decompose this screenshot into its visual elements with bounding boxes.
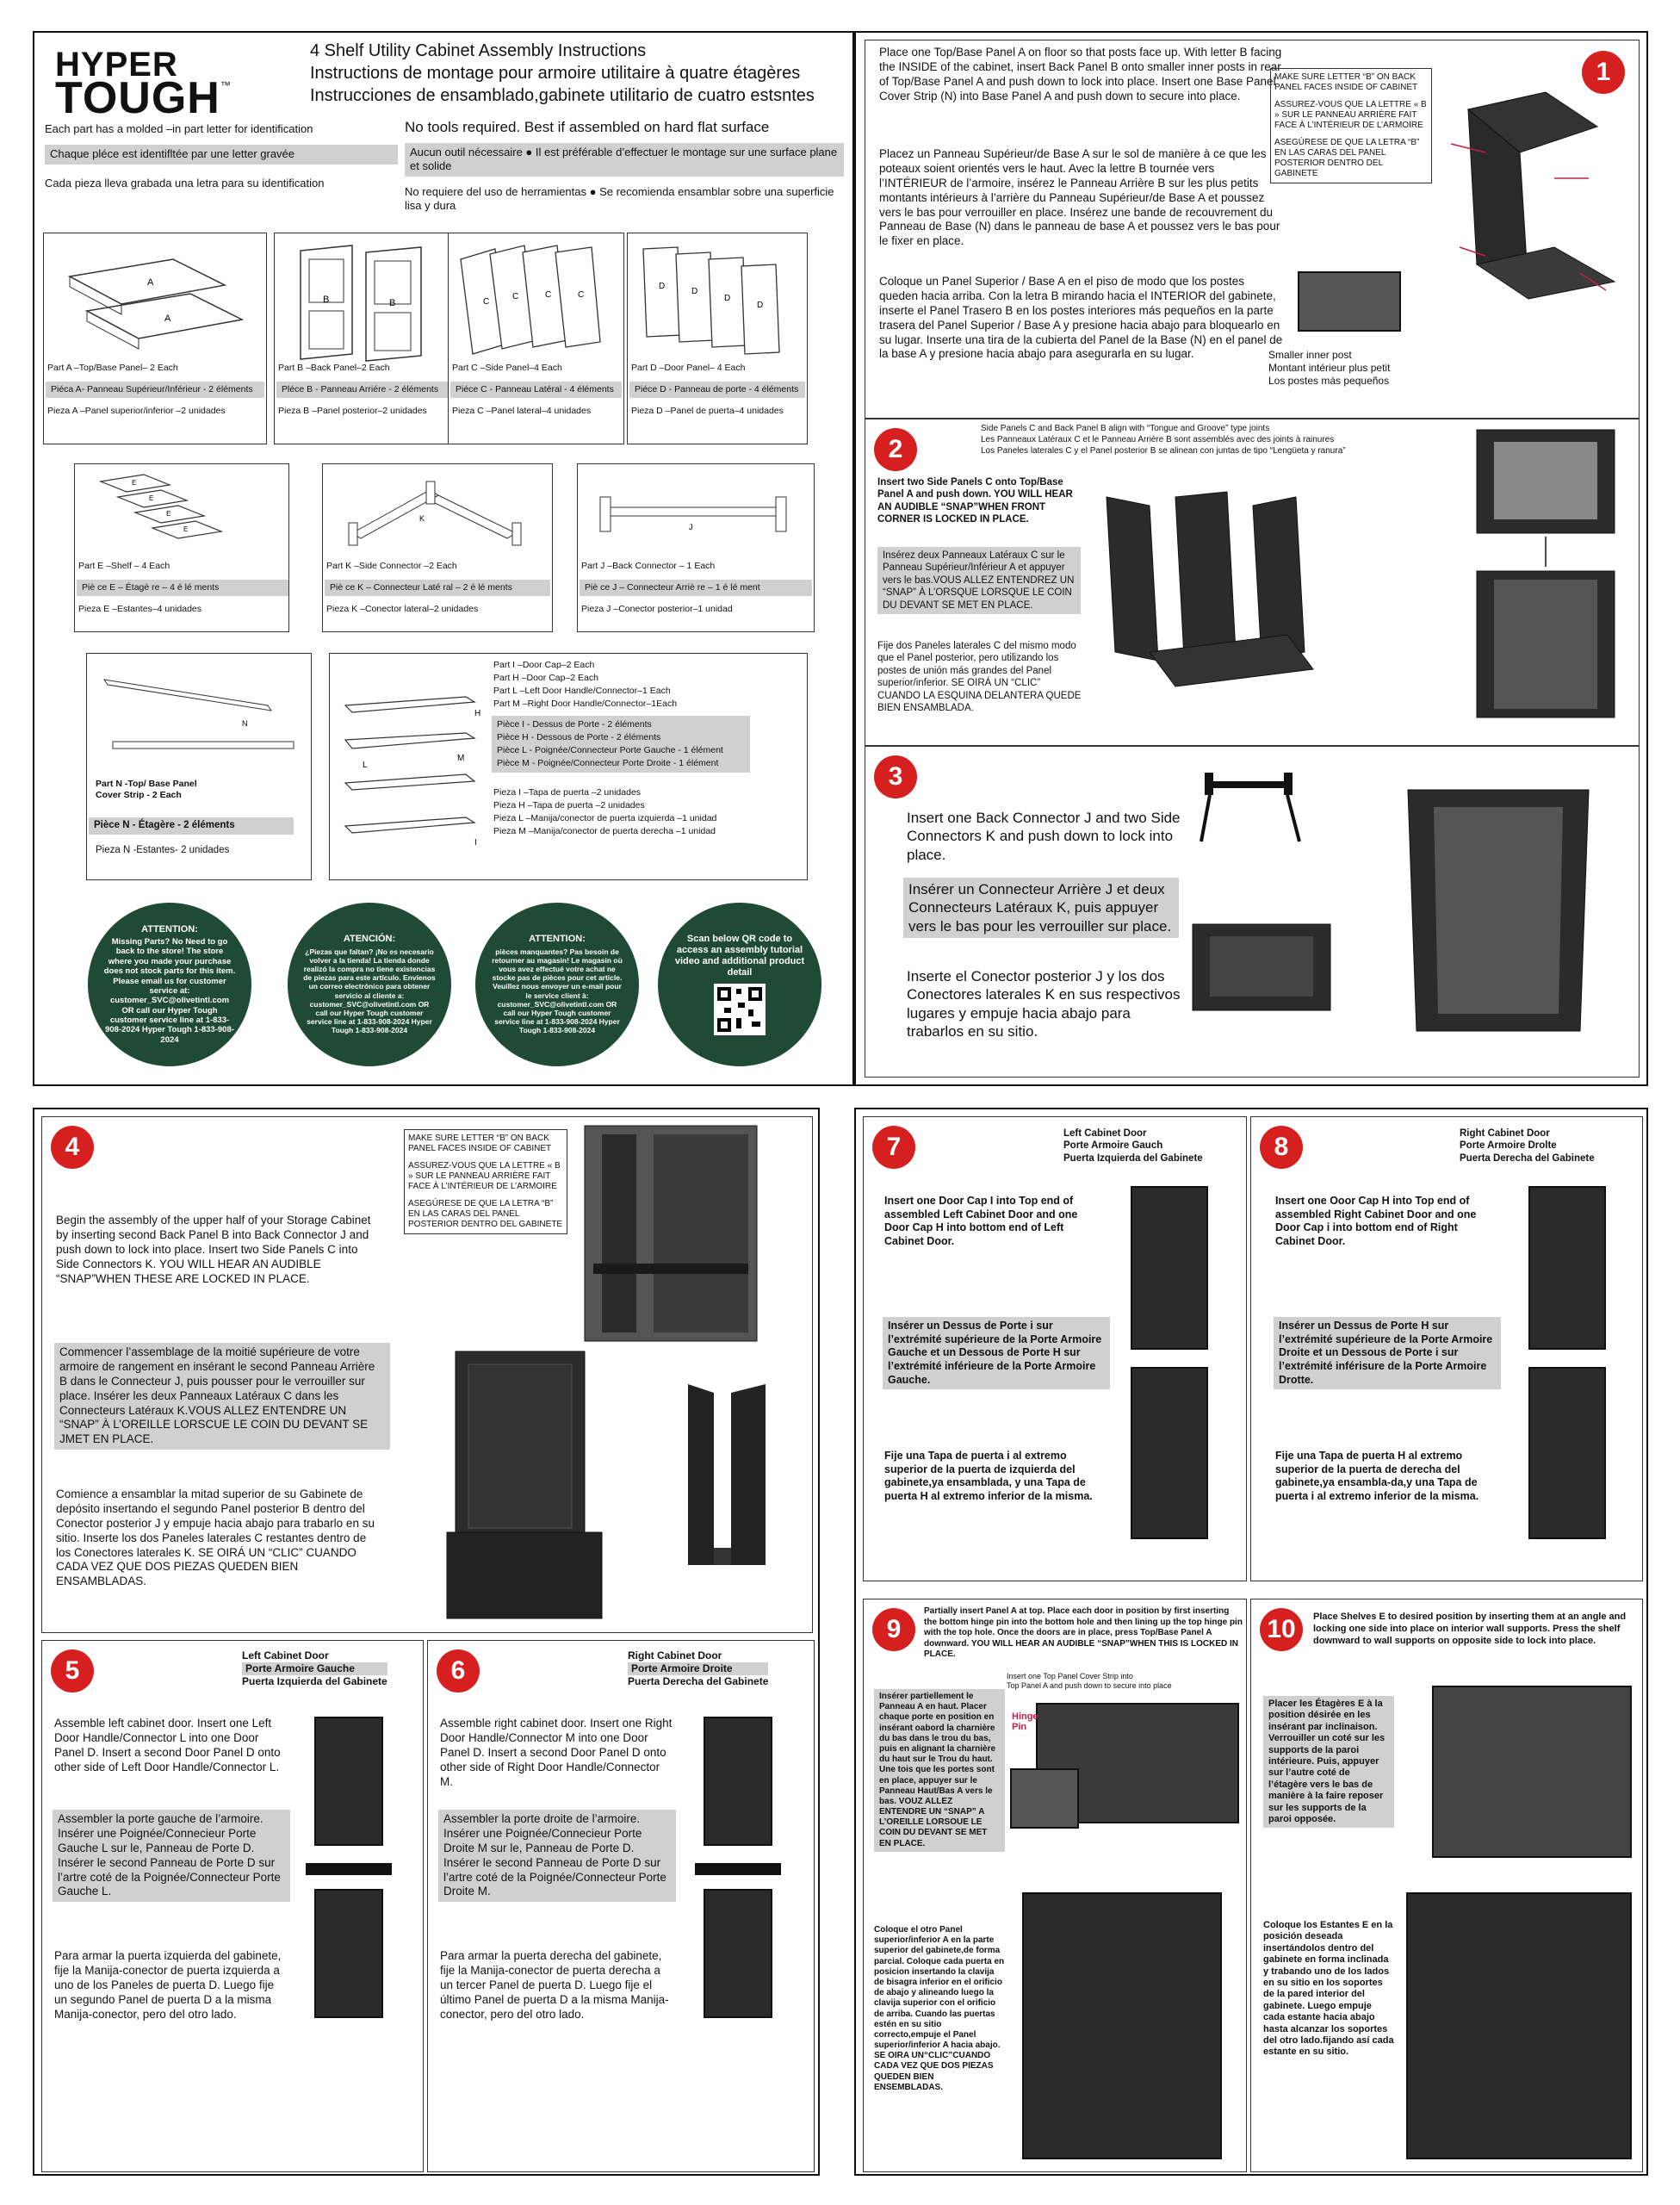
part-k-box: K Part K –Side Connector –2 Each Piè ce K – Connecteur Laté ral – 2 é lé ments Pieza K –Conector lateral–2 unidades: [322, 463, 553, 632]
part-d-box: D D D D Part D –Door Panel– 4 Each Piéce D - Panneau de porte - 4 éléments Pieza D –Panel de puerta–4 unidades: [627, 233, 808, 444]
step6-handle: [695, 1863, 781, 1875]
step-10: 10 Place Shelves E to desired position by inserting them at an angle and locking one side into place on interior wall supports. Press the shelf downward to wall supports on opposite side to lock into place. Placer les Étagères E à la position désirée en les insérant par inclinaison. Verrouiller un coté sur les supports de la paroi intérieure. Puis, appuyer sur l’autre coté de l’étagère vers le bas de manière à la faire reposer sur les supports de la paroi opposée. Coloque los Estantes E en la posición deseada insertándolos dentro del gabinete en forma inclinada y trabando uno de los lados en su sitio en los soportes de la pared interior del gabinete. Luego empuje cada estante hacia abajo hasta alcanzar los soportes del otro lado.fijando así cada estante en su sitio.: [1250, 1599, 1643, 2172]
part-k-illustration: [335, 473, 542, 550]
part-c-box: C C C C Part C –Side Panel–4 Each Piéce C - Panneau Latéral - 4 éléments Pieza C –Panel lateral–4 unidades: [448, 233, 624, 444]
part-letter: C: [578, 290, 585, 300]
step9-strip: Insert one Top Panel Cover Strip into Top Panel A and push down to secure into place: [1007, 1672, 1172, 1690]
part-letter: E: [149, 494, 154, 502]
step8-door-bottom: [1528, 1367, 1606, 1539]
part-letter: H: [474, 709, 481, 718]
part-a-illustration: [53, 251, 259, 345]
part-letter: A: [147, 277, 154, 288]
part-letter: E: [132, 479, 137, 487]
part-b-illustration: [283, 242, 447, 363]
step7-door-top: [1131, 1186, 1208, 1350]
intro-left: Each part has a molded –in part letter for identification Chaque pléce est identifltée par une letter gravée Cada pieza lleva grabada una letra para su identification: [45, 122, 398, 190]
part-letter: D: [659, 282, 666, 291]
step9-hinge-photo: [1010, 1768, 1079, 1829]
step9-cabinet-photo: [1022, 1892, 1222, 2159]
part-letter: J: [689, 523, 693, 531]
step-3: 3 Insert one Back Connector J and two Side Connectors K and push down to lock into place. Insérer un Connecteur Arrière J et deux Connecteurs Latéraux K, puis appuyer vers le bas pour les verrouiller sur place. Inserte el Conector posterior J y los dos Conectores laterales K en sus respectivos lugares y empuje hacia abajo para trabarlos en su sitio.: [865, 746, 1640, 1078]
part-j-illustration: [590, 473, 797, 550]
part-e-illustration: [84, 473, 273, 550]
part-letter: D: [691, 287, 698, 296]
steps-4-6-page: [33, 1108, 820, 2176]
part-letter: A: [164, 314, 171, 324]
step1-post-photo: [1298, 271, 1401, 332]
part-letter: D: [757, 301, 764, 310]
part-hilm-illustration: [337, 688, 509, 860]
attention-circle-en: ATTENTION: Missing Parts? No Need to go back to the store! The store where you made your purchase does not stock parts for this item. Please email us for customer service at: customer_SVC@olivetintl.com OR call our Hyper Tough customer service line at 1-833-908-2024 Hyper Tough 1-833-908-2024: [88, 903, 251, 1066]
parts-list-page: [33, 31, 854, 1086]
step2-assembly-photo: [1098, 488, 1322, 686]
step-4: 4 Begin the assembly of the upper half of your Storage Cabinet by inserting second Back Panel B into Back Connector J and push down to lock into place. Insert two Side Panels C into Side Connectors K. YOU WILL HEAR AN AUDIBLE “SNAP”WHEN THESE ARE LOCKED IN PLACE. Commencer l’assemblage de la moitié supérieure de votre armoire de rangement en insérant le second Panneau Arrière B dans le Connecteur J, puis pousser pour le verrouiller sur place. Insérer les deux Panneaux Latéraux C dans les Connecteurs Latéraux K.VOUS ALLEZ ENTENDRE UN “SNAP” À L’OREILLE LORSCUE LE COIN DU DEVANT SE JMET EN PLACE. Comience a ensamblar la mitad superior de su Gabinete de depósito insertando el segundo Panel posterior B dentro del Conector posterior J y empuje hacia abajo para trabarlo en su sitio. Inserte los dos Paneles laterales C restantes dentro de los Conectores laterales K. SE OIRÁ UN “CLIC” CUANDO CADA VEZ QUE DOS PIEZAS QUEDEN BIEN ENSAMBLADAS. MAKE SURE LETTER “B” ON BACK PANEL FACES INSIDE OF CABINET ASSUREZ-VOUS QUE LA LETTRE « B » SUR LE PANNEAU ARRIÈRE FAIT FACE À L’INTÉRIEUR DE L’ARMOIRE ASEGÚRESE DE QUE LA LETRA “B” EN LAS CARAS DEL PANEL POSTERIOR DENTRO DEL GABINETE: [41, 1116, 813, 1633]
part-hilm-box: [329, 653, 808, 880]
part-n-illustration: [96, 671, 302, 757]
part-letter: E: [183, 525, 189, 533]
step8-title: Right Cabinet Door Porte Armoire Drolte Puerta Derecha del Gabinete: [1460, 1128, 1595, 1164]
step-number: 10: [1260, 1608, 1303, 1651]
part-letter: E: [166, 510, 171, 518]
step6-door-bottom: [704, 1889, 772, 2018]
hilm-fr: Pièce I - Dessus de Porte - 2 éléments Pièce H - Dessous de Porte - 2 éléments Pièce L - Poignée/Connecteur Porte Gauche - 1 élément Pièce M - Poignée/Connecteur Porte Droite - 1 élément: [492, 716, 750, 773]
step7-title: Left Cabinet Door Porte Armoire Gauch Puerta Izquierda del Gabinete: [1063, 1128, 1203, 1164]
brand-logo: HYPER TOUGH ™: [55, 46, 231, 123]
intro-right: No tools required. Best if assembled on hard flat surface Aucun outil nécessaire ● Il est préférable d’effectuer le montage sur une surface plane et solide No requiere del uso de herramientas ● Se recomienda ensamblar sobre una superficie lisa y dura: [405, 119, 844, 213]
hilm-en: Part I –Door Cap–2 Each Part H –Door Cap–2 Each Part L –Left Door Handle/Connector–1 Each Part M –Right Door Handle/Connector–1Each: [493, 660, 678, 709]
step-2: 2 Side Panels C and Back Panel B align with “Tongue and Groove” type joints Les Panneaux Latéraux C et le Panneau Arrière B sont assemblés avec des joints à rainures Los Paneles laterales C y el Panel posterior B se alinean con juntas de tipo “Lengüeta y ranura” Insert two Side Panels C onto Top/Base Panel A and push down. YOU WILL HEAR AN AUDIBLE “SNAP”WHEN FRONT CORNER IS LOCKED IN PLACE. Insérez deux Panneaux Latéraux C sur le Panneau Supérieur/Inférieur A et appuyer vers le bas.VOUS ALLEZ ENTENDREZ UN “SNAP” À L’ORSQUE LORSQUE LE COIN DU DEVANT SE MET EN PLACE. Fije dos Paneles laterales C del mismo modo que el Panel posterior, pero utilizando los postes de unión más grandes del Panel superior/inferior. SE OIRÁ UN “CLIC” CUANDO LA ESQUINA DELANTERA QUEDE BIEN ENSAMBLADA.: [865, 419, 1640, 746]
part-b-box: B B Part B –Back Panel–2 Each Pléce B - Panneau Arriére - 2 éléments Pieza B –Panel posterior–2 unidades: [274, 233, 450, 444]
part-e-box: E E E E Part E –Shelf – 4 Each Piè ce E – Étagè re – 4 é lé ments Pieza E –Estantes–4 unidades: [74, 463, 289, 632]
part-letter: L: [363, 761, 368, 770]
part-letter: N: [242, 719, 248, 728]
part-letter: B: [389, 298, 396, 308]
attention-circle-es: ATENCIÓN: ¿Piezas que faltan? ¡No es necesario volver a la tienda! La tienda donde realizó la compra no tiene existencias de piezas para este artículo. Envíenos un correo electrónico para obtener servicio al cliente a: customer_SVC@olivetintl.com OR call our Hyper Tough customer service line at 1-833-908-2024 Hyper Tough 1-833-908-2024: [288, 903, 451, 1066]
step3-assembly-photo: [1184, 916, 1339, 1019]
step-6: 6 Right Cabinet Door Porte Armoire Droite Puerta Derecha del Gabinete Assemble right cabinet door. Insert one Right Door Handle/Connector M into one Door Panel D. Insert a second Door Panel D onto other side of Right Door Handle/Connector M. Assembler la porte droite de l’armoire. Insérer une Poignée/Connecieur Porte Droite M sur le, Panneau de Porte D. Insérer le second Panneau de Porte D sur l’artre coté de la Poignée/Connecteur Porte Droite M. Para armar la puerta derecha del gabinete, fije la Manija-conector de puerta derecha a un tercer Panel de puerta D. Luego fije el último Panel de puerta D a la misma Manija-conector, pero del otro lado.: [427, 1640, 815, 2172]
part-letter: C: [483, 297, 490, 307]
step-number: 1: [1582, 51, 1625, 94]
step8-door-top: [1528, 1186, 1606, 1350]
step5-handle: [306, 1863, 392, 1875]
step-number: 8: [1260, 1126, 1303, 1169]
step-number: 9: [872, 1608, 915, 1651]
step-number: 7: [872, 1126, 915, 1169]
step6-door-top: [704, 1717, 772, 1846]
step5-door-top: [314, 1717, 383, 1846]
step10-cabinet-photo: [1406, 1892, 1632, 2159]
part-letter: D: [724, 294, 731, 303]
part-n-box: N Part N -Top/ Base Panel Cover Strip - 2 Each Pièce N - Étagère - 2 éléments Pieza N -Estantes- 2 unidades: [86, 653, 312, 880]
step2-detail-photo: [1468, 425, 1623, 726]
step-number: 5: [51, 1649, 94, 1693]
part-letter: K: [419, 514, 425, 523]
step1-note: MAKE SURE LETTER “B” ON BACK PANEL FACES INSIDE OF CABINET ASSUREZ-VOUS QUE LA LETTRE « B » SUR LE PANNEAU ARRIÈRE FAIT FACE À L’INTÉRIEUR DE L’ARMOIRE ASEGÚRESE DE QUE LA LETRA “B” EN LAS CARAS DEL PANEL POSTERIOR DENTRO DEL GABINETE: [1270, 68, 1432, 183]
step5-door-bottom: [314, 1889, 383, 2018]
steps-7-10-page: [854, 1108, 1648, 2176]
step-1: 1 Place one Top/Base Panel A on floor so that posts face up. With letter B facing the INSIDE of the cabinet, insert Back Panel B onto smaller inner posts in rear of Top/Base Panel A and push down to lock into place. Insert one Base Panel Cover Strip (N) into Base Panel A and push down to secure into place. Placez un Panneau Supérieur/de Base A sur le sol de manière à ce que les poteaux soient orientés vers le haut. Avec la lettre B tournée vers l’INTÉRIEUR de l’armoire, insérez le Panneau Arrière B sur les plus petits montants intérieurs à l’arrière du Panneau Supérieur/de Base A et poussez vers le bas pour verrouiller en place. Insérez une bande de recouvrement du Panneau de Base (N) dans le panneau de base A et poussez vers le bas pour le fixer en place. Coloque un Panel Superior / Base A en el piso de modo que los postes queden hacia arriba. Con la letra B mirando hacia el INTERIOR del gabinete, inserte el Panel Trasero B en los postes interiores más pequeños en la parte trasera del Panel Superior / Base A y presione hacia abajo para bloquearlo en su lugar. Inserte una tira de la cubierta del Panel de la Base (N) en el panel de la base A y presione hacia abajo para asegurarla en su lugar. MAKE SURE LETTER “B” ON BACK PANEL FACES INSIDE OF CABINET ASSUREZ-VOUS QUE LA LETTRE « B » SUR LE PANNEAU ARRIÈRE FAIT FACE À L’INTÉRIEUR DE L’ARMOIRE ASEGÚRESE DE QUE LA LETRA “B” EN LAS CARAS DEL PANEL POSTERIOR DENTRO DEL GABINETE Smaller inner post Montant intérieur plus petit Los postes más pequeños: [865, 40, 1640, 419]
step-5: 5 Left Cabinet Door Porte Armoire Gauche Puerta Izquierda del Gabinete Assemble left cabinet door. Insert one Left Door Handle/Connector L into one Door Panel D. Insert a second Door Panel D onto other side of Left Door Handle/Connector L. Assembler la porte gauche de l’armoire. Insérer une Poignée/Connecieur Porte Gauche L sur le, Panneau de Porte D. Insérer le second Panneau de Porte D sur l’artre coté de la Poignée/Connecteur Porte Gauche L. Para armar la puerta izquierda del gabinete, fije la Manija-conector de puerta izquierda a uno de los Paneles de puerta D. Luego fije un segundo Panel de puerta D a la misma Manija-conector, pero del otro lado.: [41, 1640, 424, 2172]
step3-connector-diagram: [1193, 764, 1313, 859]
step-number: 6: [437, 1649, 480, 1693]
doc-title: 4 Shelf Utility Cabinet Assembly Instructions Instructions de montage pour armoire utilitaire à quatre étagères Instrucciones de ensamblado,gabinete utilitario de cuatro estsntes: [310, 41, 815, 105]
part-a-box: A A Part A –Top/Base Panel– 2 Each Piéca A- Panneau Supérieur/Inférieur - 2 éléments Pieza A –Panel superior/inferior –2 unidades: [43, 233, 267, 444]
part-letter: B: [323, 295, 330, 305]
part-letter: M: [457, 754, 465, 763]
step4-detail-photo: [585, 1126, 757, 1350]
step1-caption: Smaller inner post Montant intérieur plus petit Los postes más pequeños: [1268, 349, 1391, 387]
qr-code-icon[interactable]: [714, 984, 766, 1035]
hilm-es: Pieza I –Tapa de puerta –2 unidades Pieza H –Tapa de puerta –2 unidades Pieza L –Manija/conector de puerta izquierda –1 unidad Pieza M –Manija/conector de puerta derecha –1 unidad: [493, 787, 717, 836]
attention-circle-fr: ATTENTION: pièces manquantes? Pas besoin de retourner au magasin! Le magasin où vous avez effectué votre achat ne stocke pas de pièces pour cet article. Veuillez nous envoyer un e-mail pour le service client à: customer_SVC@olivetintl.com OR call our Hyper Tough customer service line at 1-833-908-2024 Hyper Tough 1-833-908-2024: [475, 903, 639, 1066]
steps-1-3-page: [854, 31, 1648, 1086]
step-number: 2: [874, 428, 917, 471]
step6-title: Right Cabinet Door Porte Armoire Droite Puerta Derecha del Gabinete: [628, 1649, 769, 1687]
step5-title: Left Cabinet Door Porte Armoire Gauche Puerta Izquierda del Gabinete: [242, 1649, 387, 1687]
step4-note: MAKE SURE LETTER “B” ON BACK PANEL FACES INSIDE OF CABINET ASSUREZ-VOUS QUE LA LETTRE « B » SUR LE PANNEAU ARRIÈRE FAIT FACE À L’INTÉRIEUR DE L’ARMOIRE ASEGÚRESE DE QUE LA LETRA “B” EN LAS CARAS DEL PANEL POSTERIOR DENTRO DEL GABINETE: [404, 1129, 567, 1234]
step2-top: Side Panels C and Back Panel B align with “Tongue and Groove” type joints Les Panneaux Latéraux C et le Panneau Arrière B sont assemblés avec des joints à rainures Los Paneles laterales C y el Panel posterior B se alinean con juntas de tipo “Lengüeta y ranura”: [981, 424, 1346, 456]
part-d-illustration: [635, 240, 798, 361]
qr-circle[interactable]: Scan below QR code to access an assembly tutorial video and additional product detail: [658, 903, 821, 1066]
part-c-illustration: [456, 240, 619, 361]
step3-cabinet-photo: [1391, 773, 1606, 1057]
part-letter: C: [512, 292, 519, 301]
step4-side-photo: [679, 1376, 774, 1574]
step4-assembly-photo: [447, 1343, 611, 1627]
step-number: 4: [51, 1126, 94, 1169]
step-8: 8 Right Cabinet Door Porte Armoire Drolte Puerta Derecha del Gabinete Insert one Ooor Cap H into Top end of assembled Right Cabinet Door and one Door Cap i into bottom end of Right Cabinet Door. Insérer un Dessus de Porte H sur l’extrémité supérieure de la Porte Armoire Droite et un Dessous de Porte i sur l’extrémité inférisure de la Porte Armoire Drotte. Fije una Tapa de puerta H al extremo superior de la puerta de derecha del gabinete,ya ensambla-da,y una Tapa de puerta i al extremo inferior de la misma.: [1250, 1116, 1643, 1581]
part-letter: C: [545, 290, 552, 300]
step-7: 7 Left Cabinet Door Porte Armoire Gauch Puerta Izquierda del Gabinete Insert one Door Cap I into Top end of assembled Left Cabinet Door and one Door Cap H into bottom end of Left Cabinet Door. Insérer un Dessus de Porte i sur l’extrémité supérieure de la Porte Armoire Gauche et un Dessous de Porte H sur l’extrémité inférieure de la Porte Armoire Gauche. Fije una Tapa de puerta i al extremo superior de la puerta de izquierda del gabinete,ya ensamblada, y una Tapa de puerta H al extremo inferior de la misma.: [863, 1116, 1247, 1581]
part-letter: I: [474, 838, 477, 848]
step10-shelf-photo: [1432, 1686, 1632, 1858]
step-9: 9 Partially insert Panel A at top. Place each door in position by first inserting the bottom hinge pin into the bottom hole and then lining up the top hinge pin with the top hole. Once the doors are in place, press Top/Base Panel A downward. YOU WILL HEAR AN AUDIBLE “SNAP”WHEN THIS IS LOCKED IN PLACE. Insert one Top Panel Cover Strip into Top Panel A and push down to secure into place Insérer partiellement le Panneau A en haut. Placer chaque porte en position en insérant oabord la charnière du bas dans le trou du bas, puis en alignant la charnière du haut sur le Trou du haut. Une tois que les portes sont en place, appuyer sur le Panneau Haut/Bas A vers le bas. VOUZ ALLEZ ENTENDRE UN “SNAP” A L’OREILLE LORSOUE LE COIN DU DEVANT SE MET EN PLACE. Coloque el otro Panel superior/inferior A en la parte superior del gabinete,de forma parcial. Coloque cada puerta en posicion insertando la clavija de bisagra inferior en el orificio de abajo y alineando luego la clavija superior con el orificio de arriba. Cuando las puertas estén en su sitio correcto,empuje el Panel superior/inferior A hacia abajo. SE OIRA UN“CLIC”CUANDO CADA VEZ QUE DOS PIEZAS QUEDEN BIEN ENSEMBLADAS. Hinge Pin: [863, 1599, 1247, 2172]
part-j-box: J Part J –Back Connector – 1 Each Piè ce J – Connecteur Arriè re – 1 é lé ment Pieza J –Conector posterior–1 unidad: [577, 463, 815, 632]
step1-assembly-photo: [1451, 75, 1623, 299]
step7-door-bottom: [1131, 1367, 1208, 1539]
step-number: 3: [874, 755, 917, 798]
